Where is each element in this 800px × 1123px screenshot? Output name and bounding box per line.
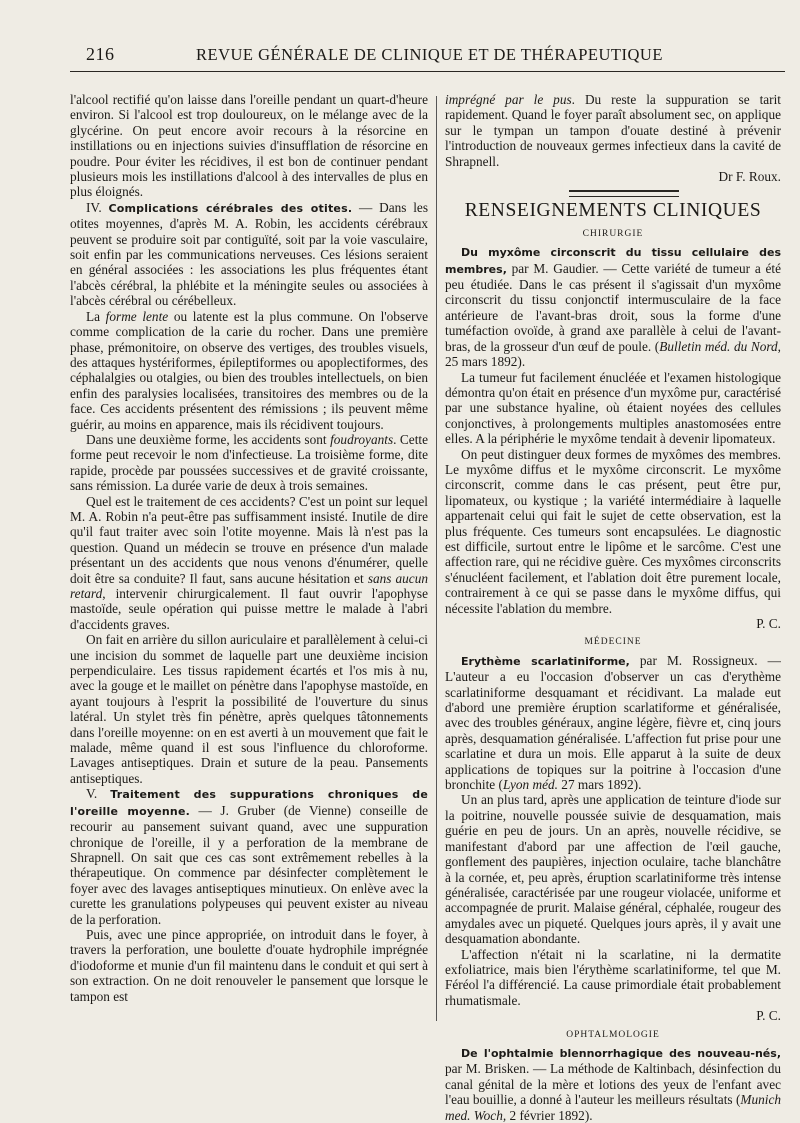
section-title: RENSEIGNEMENTS CLINIQUES bbox=[464, 200, 762, 222]
column-divider bbox=[436, 96, 437, 1021]
text: , intervenir chirurgicalement. Il faut ouvrir l'apophyse mastoïde, seule opération qui puisse mettre le malade à l'abri d'accidents graves. bbox=[70, 586, 428, 632]
ornament-rule bbox=[569, 190, 679, 197]
author-initials: P. C. bbox=[756, 616, 781, 631]
paragraph: On peut distinguer deux formes de myxômes des membres. Le myxôme diffus et le myxôme circonscrit. Le myxôme circonscrit, comme dans le cas présent, peut être pur, lipomateux, ou kystique ; la variété intermédiaire à laquelle appartenait celui qui fait le sujet de cette observation, est la plus fréquente. Ces tumeurs sont encapsulées. Le diagnostic est difficile, surtout entre le lipôme et le sarcôme. C'est une affection rare, qui ne récidive guère. Ces myxômes circonscrits s'énucléent facilement, et l'ablation doit être purement locale, contrairement à ce qui se passe dans le myxôme diffus, qui nécessite l'ablation du membre. bbox=[445, 446, 781, 616]
section-text: — J. Gruber (de Vienne) conseille de recourir au pansement suivant quand, avec une suppuration chronique de l'oreille, il y a perforation de la membrane de Shrapnell. On sait que ces cas sont extrêmement rebelles à la thérapeutique. On commence par désinfecter complètement le foyer avec des lavages antiseptiques minutieux. On enlève avec la curette les granulations polypeuses qui peuvent exister au niveau de la perforation. bbox=[70, 802, 428, 927]
header-rule bbox=[70, 71, 785, 72]
paragraph: L'affection n'était ni la scarlatine, ni la dermatite exfoliatrice, mais bien l'érythème scarlatiniforme, tel que M. Féréol l'a différencié. La cause primordiale était probablement rhumatismale. bbox=[445, 946, 781, 1008]
text: . Du reste la suppuration se tarit rapidement. Quand le foyer paraît absolument sec, on applique sur le tympan un tampon d'ouate destiné à prévenir l'introduction de nouveaux germes infectieux dans la cavité de Shrapnell. bbox=[445, 92, 781, 169]
running-head: REVUE GÉNÉRALE DE CLINIQUE ET DE THÉRAPEUTIQUE bbox=[196, 45, 663, 64]
category-label: MÉDECINE bbox=[584, 637, 642, 648]
paragraph bbox=[70, 494, 428, 633]
paragraph: La tumeur fut facilement énucléée et l'examen histologique démontra qu'on était en présence d'un myxôme pur, caractérisé par une substance hyaline, où étaient noyées des cellules conjonctives, à prolongements multiples anastomosées entre elles. A la périphérie le myxôme tendait à devenir lipomateux. bbox=[445, 369, 781, 447]
section-v bbox=[70, 786, 428, 927]
article bbox=[445, 244, 781, 369]
author-signature: Dr F. Roux. bbox=[718, 169, 781, 185]
section-number: IV. bbox=[86, 199, 102, 215]
text: . Cette forme peut recevoir le nom d'infectieuse. La troisième forme, dite rapide, procède par poussées successives et de gravité croissante, sans rémission. La durée varie de deux à trois semaines. bbox=[70, 431, 428, 494]
emphasis: foudroyants bbox=[330, 431, 394, 447]
right-column bbox=[445, 92, 781, 1123]
author-initials: P. C. bbox=[756, 1008, 781, 1024]
paragraph bbox=[70, 432, 428, 494]
text: par M. Rossigneux. — L'auteur a eu l'occasion d'observer un cas d'erythème scarlatiniforme desquamant et récidivant. La malade eut d'abord une première éruption scarlatiforme et généralisée, avec des troubles généraux, angine légère, fièvre et, cinq jours après, desquamation généralisée. L'affection fut prise pour une scarlatine et dura un mois. Elle apparut à la suite de deux applications de topiques sur la poitrine à l'occasion d'une bronchite ( bbox=[445, 652, 781, 793]
paragraph bbox=[445, 92, 781, 169]
emphasis: imprégné par le pus bbox=[445, 92, 572, 107]
section-number: V. bbox=[86, 786, 98, 802]
category-label: OPHTALMOLOGIE bbox=[566, 1029, 660, 1040]
paragraph: Un an plus tard, après une application de teinture d'iode sur la poitrine, nouvelle poussée suivie de desquamation, mais guérie en peu de jours. Un an après, nouvelle récidive, se manifestant d'abord par une affection de l'œil gauche, gonflement des paupières, injection oculaire, tache blanchâtre à la cornée, et, peu après, éruption scarlatiniforme très intense généralisée, caractérisée par une rougeur violacée, uniforme et accompagnée de prurit. Malaise général, céphalée, rougeur des amydales avec un piqueté. Quelques jours après, il y avait une desquamation abondante. bbox=[445, 792, 781, 947]
text: Dans une deuxième forme, les accidents sont bbox=[86, 431, 331, 447]
text: Quel est le traitement de ces accidents? C'est un point sur lequel M. A. Robin n'a peut-être pas suffisamment insisté. Inutile de dire qu'il faut traiter avec soin l'otite moyenne. Mais là n'est pas la question. Quand un médecin se trouve en présence d'un malade présentant un des accidents que nous venons d'énumérer, quelle doit être sa conduite? Il faut, sans aucune hésitation et bbox=[70, 493, 428, 586]
paragraph: On fait en arrière du sillon auriculaire et parallèlement à celui-ci une incision du sommet de laquelle part une deuxième incision perpendiculaire. Les tissus rapidement écartés et l'os mis à nu, avec la gouge et le maillet on pénètre dans l'apophyse mastoïde, en ayant toujours à l'esprit la possibilité de l'ouverture du sinus latéral. Un stylet très fin pénètre, après quelques tâtonnements dans l'oreille moyenne: on en est averti à un mouvement que fait le malade, même quand il est sous l'influence du chloroforme. Lavages antiseptiques. Drain et suture de la peau. Pansements antiseptiques. bbox=[70, 632, 428, 786]
section-iv bbox=[70, 200, 428, 309]
citation: Munich med. Woch, bbox=[445, 1092, 781, 1123]
category-label: CHIRURGIE bbox=[582, 228, 644, 239]
paragraph: Puis, avec une pince appropriée, on introduit dans le foyer, à travers la perforation, une boulette d'ouate hydrophile imprégnée d'iodoforme et munie d'un fil maintenu dans le conduit et qui sert à son extraction. On ne doit renouveler le pansement que lorsque le tampon est bbox=[70, 926, 428, 1004]
article bbox=[445, 1045, 781, 1123]
citation: Bulletin méd. du Nord bbox=[659, 338, 778, 354]
text: 2 février 1892). bbox=[506, 1107, 593, 1123]
text: ou latente est la plus commune. On l'observe comme complication de la carie du rocher. Dans une première phase, prémonitoire, on observe des vertiges, des troubles visuels, des attaques hystériformes, épileptiformes ou apoplectiformes, des céphalalgies ou otalgies, ou bien des troubles intellectuels, on bien enfin des paralysies localisées, transitoires des membres ou de la face. Ces accidents présentent des rémissions ; ils peuvent même guérir, au moins en apparence, mais ils récidivent toujours. bbox=[70, 308, 429, 432]
citation: Lyon méd. bbox=[502, 777, 558, 793]
emphasis: sans aucun retard bbox=[70, 570, 428, 601]
text: par M. Brisken. — La méthode de Kaltinbach, désinfection du canal génital de la mère et lotions des yeux de l'enfant avec l'eau bouillie, a donné à l'auteur les meilleurs résultats ( bbox=[445, 1061, 781, 1108]
paragraph bbox=[70, 309, 428, 432]
article-title: Du myxôme circonscrit du tissu cellulaire des membres, bbox=[445, 246, 781, 276]
article bbox=[445, 653, 781, 793]
section-heading: Traitement des suppurations chroniques de l'oreille moyenne. bbox=[70, 788, 429, 818]
paragraph: l'alcool rectifié qu'on laisse dans l'oreille pendant un quart-d'heure environ. Si l'alcool est trop douloureux, on le mélange avec de la glycérine. On peut encore avoir recours à la résorcine en instillations ou en injections suivies d'insufflation de résorcine en poudre. Pour éviter les récidives, il est bon de continuer pendant plusieurs mois les instillations d'alcool à des intervalles de plus en plus éloignés. bbox=[70, 92, 428, 200]
text: 27 mars 1892). bbox=[557, 777, 642, 793]
text: La bbox=[86, 308, 106, 324]
article-title: De l'ophtalmie blennorrhagique des nouveau-nés, bbox=[461, 1046, 781, 1060]
text: , 25 mars 1892). bbox=[445, 338, 781, 370]
section-text: — Dans les otites moyennes, d'après M. A. Robin, les accidents cérébraux peuvent se produire soit par contiguïté, soit par la voie vasculaire, soit enfin par les communications nerveuses. Ces lésions seraient en général associées : les associations les plus fréquentes étant l'abcès cérébral, la phlébite et la méningite seules ou associées à l'abcès cérébral ou cérébelleux. bbox=[70, 199, 429, 309]
emphasis: forme lente bbox=[105, 308, 169, 324]
article-title: Erythème scarlatiniforme, bbox=[461, 654, 630, 668]
section-heading: Complications cérébrales des otites. bbox=[108, 201, 353, 215]
text: par M. Gaudier. — Cette variété de tumeur a été peu étudiée. Dans le cas présent il s'agissait d'un myxôme circonscrit du tissu conjonctif intermusculaire de la face antérieure de l'avant-bras droit, sous la forme d'une tuméfaction ovoïde, à grand axe parallèle à celui de l'avant-bras, de la grosseur d'un œuf de poule. ( bbox=[445, 260, 781, 354]
left-column bbox=[70, 92, 428, 1004]
page-number: 216 bbox=[86, 44, 115, 64]
